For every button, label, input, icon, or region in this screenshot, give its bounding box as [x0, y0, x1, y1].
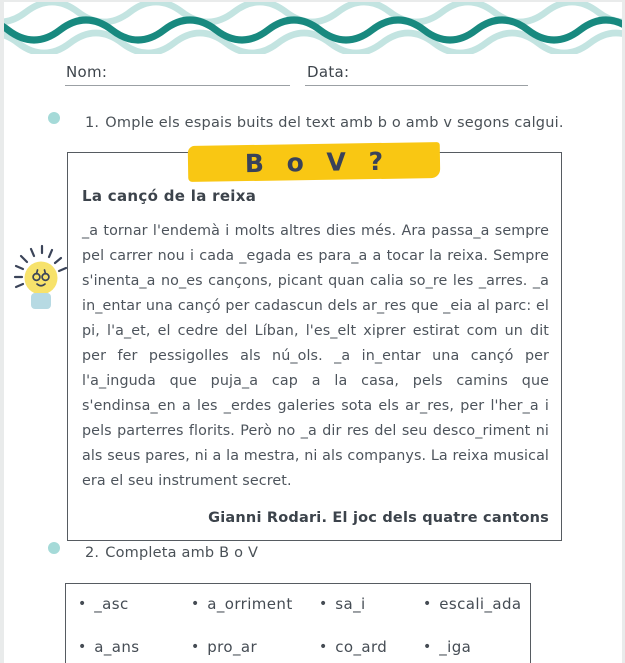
word-item[interactable] [319, 638, 423, 663]
words-box [65, 583, 531, 663]
b-or-v-highlight-badge [188, 142, 441, 182]
word-text: a_orriment [207, 595, 293, 613]
word-text: _iga [439, 638, 472, 656]
word-item[interactable] [319, 595, 423, 638]
exercise1-bullet-icon [48, 112, 60, 124]
passage-title: La cançó de la reixa [82, 187, 257, 205]
word-text: sa_i [335, 595, 366, 613]
word-item[interactable] [78, 595, 191, 638]
word-text: a_ans [94, 638, 140, 656]
bullet-dot-icon: • [191, 639, 200, 655]
word-text: pro_ar [207, 638, 258, 656]
bullet-dot-icon: • [191, 596, 200, 612]
bullet-dot-icon: • [319, 639, 328, 655]
bullet-dot-icon: • [423, 596, 432, 612]
exercise2-number: 2. [85, 545, 100, 561]
name-input-line[interactable] [65, 85, 290, 86]
word-item[interactable] [423, 638, 530, 663]
word-text: _asc [94, 595, 129, 613]
lightbulb-icon [11, 237, 69, 319]
wave-border-decoration [4, 2, 622, 54]
badge-text: B o V ? [244, 146, 391, 178]
bullet-dot-icon: • [319, 596, 328, 612]
bullet-dot-icon: • [423, 639, 432, 655]
exercise2-heading [85, 545, 258, 561]
exercise2-instruction: Completa amb B o V [105, 545, 259, 561]
exercise2-bullet-icon [48, 542, 60, 554]
bullet-dot-icon: • [78, 596, 87, 612]
passage-attribution: Gianni Rodari. El joc dels quatre cantons [208, 510, 549, 526]
word-item[interactable] [423, 595, 530, 638]
exercise1-number: 1. [85, 115, 100, 131]
word-text: co_ard [335, 638, 388, 656]
passage-text[interactable]: _a tornar l'endemà i molts altres dies més. Ara passa_a sempre pel carrer nou i cada _egada es para_a a tocar la reixa. Sempre s'inenta_a no_es cançons, picant quan calia so_re les _arres. _a in_entar una cançó per cadascun dels ar_res que _eia al parc: el pi, l'a_et, el cedre del Líban, l'es_elt xiprer estirat com un dit per fer pessigolles als nú_ols. _a in_entar una cançó per l'a_inguda que puja_a cap a la casa, pels camins que s'endinsa_en a les _erdes galeries sota els ar_res, per l'her_a i pels parterres florits. Però no _a dir res del seu desco_riment ni als seus pares, ni a la mestra, ni als companys. La reixa musical era el seu instrument secret. [82, 223, 549, 489]
exercise1-heading [85, 115, 564, 131]
worksheet-page [4, 2, 622, 663]
date-label: Data: [307, 63, 350, 81]
word-item[interactable] [191, 638, 319, 663]
passage-box [67, 146, 562, 541]
exercise1-instruction: Omple els espais buits del text amb b o amb v segons calgui. [105, 115, 564, 131]
word-item[interactable] [78, 638, 191, 663]
name-label: Nom: [66, 63, 108, 81]
word-item[interactable] [191, 595, 319, 638]
date-input-line[interactable] [305, 85, 528, 86]
bullet-dot-icon: • [78, 639, 87, 655]
word-text: escali_ada [439, 595, 522, 613]
